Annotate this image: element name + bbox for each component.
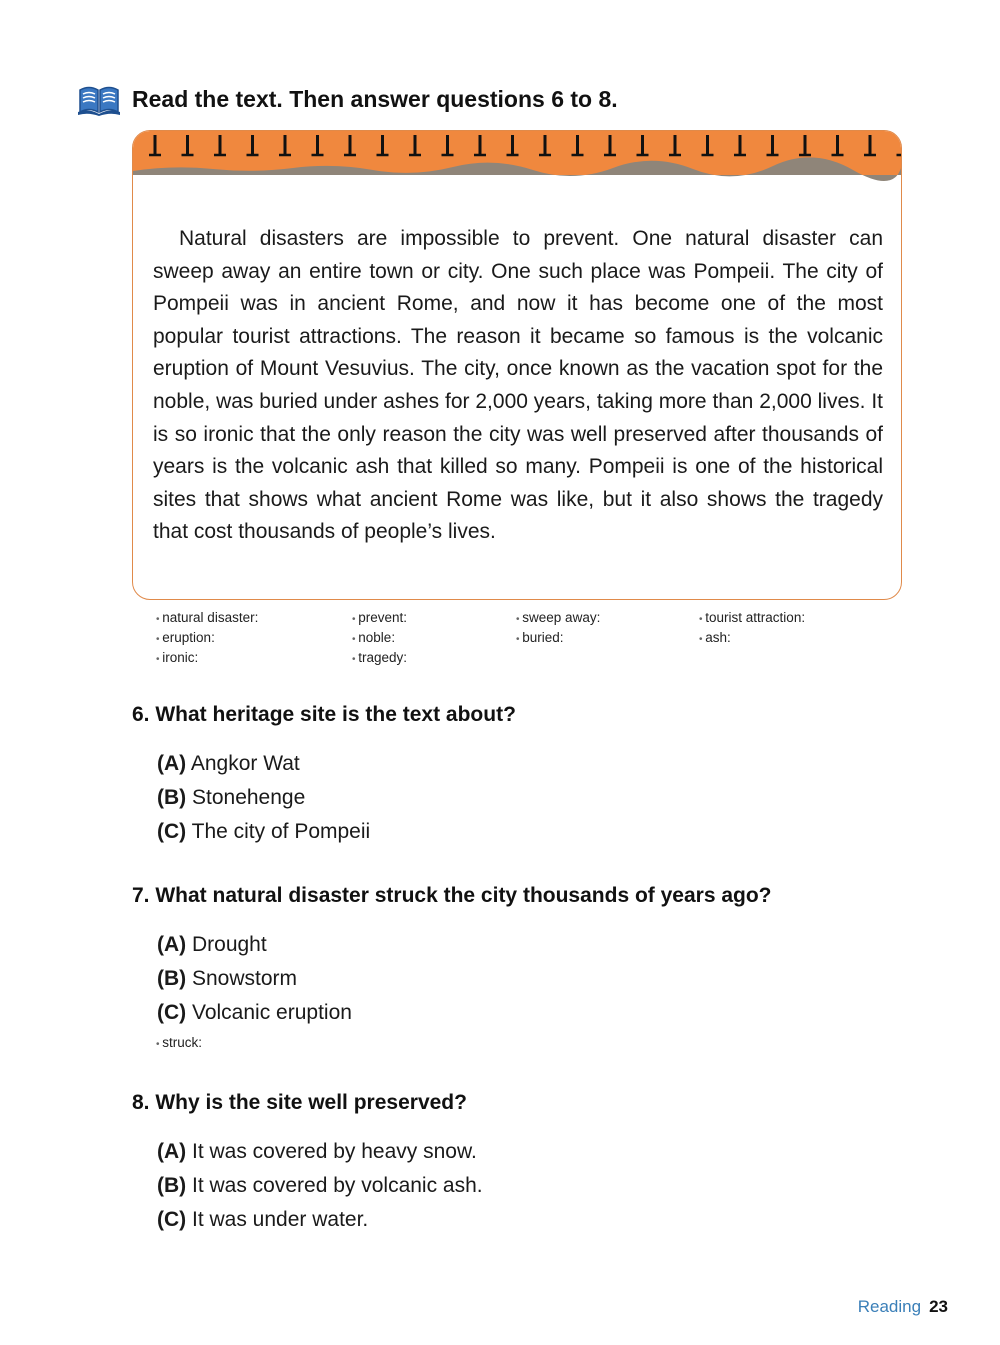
vocab-item: • noble: bbox=[352, 629, 516, 648]
vocabulary-list bbox=[156, 609, 876, 668]
vocab-item-struck: • struck: bbox=[156, 1035, 202, 1050]
vocab-item: • prevent: bbox=[352, 609, 516, 628]
option-text: It was under water. bbox=[186, 1208, 369, 1231]
option-6c[interactable] bbox=[157, 815, 370, 849]
vocab-item: • natural disaster: bbox=[156, 609, 352, 628]
question-7-options bbox=[157, 928, 352, 1030]
option-text: Volcanic eruption bbox=[186, 1001, 352, 1024]
option-letter: (A) bbox=[157, 933, 187, 956]
option-letter: (B) bbox=[157, 967, 187, 990]
vocab-item: • ash: bbox=[699, 629, 879, 648]
option-8a[interactable] bbox=[157, 1135, 483, 1169]
page-footer bbox=[858, 1297, 948, 1317]
vocab-item: • sweep away: bbox=[516, 609, 699, 628]
vocab-item: • tourist attraction: bbox=[699, 609, 879, 628]
option-letter: (C) bbox=[157, 1208, 187, 1231]
vocab-item: • tragedy: bbox=[352, 649, 516, 668]
reading-passage-box bbox=[132, 130, 902, 600]
instruction-header bbox=[78, 82, 618, 116]
option-text: Drought bbox=[186, 933, 267, 956]
option-8b[interactable] bbox=[157, 1169, 483, 1203]
option-text: The city of Pompeii bbox=[186, 820, 371, 843]
option-text: It was covered by heavy snow. bbox=[186, 1140, 477, 1163]
option-letter: (A) bbox=[157, 752, 187, 775]
question-7: 7. What natural disaster struck the city thousands of years ago? bbox=[132, 884, 772, 907]
option-letter: (A) bbox=[157, 1140, 187, 1163]
option-text: Stonehenge bbox=[186, 786, 306, 809]
option-8c[interactable] bbox=[157, 1203, 483, 1237]
instruction-text: Read the text. Then answer questions 6 to 8. bbox=[132, 85, 618, 112]
question-6: 6. What heritage site is the text about? bbox=[132, 703, 516, 726]
question-6-options bbox=[157, 747, 370, 849]
option-letter: (B) bbox=[157, 786, 187, 809]
footer-section-label: Reading bbox=[857, 1297, 922, 1316]
option-letter: (B) bbox=[157, 1174, 187, 1197]
open-book-icon bbox=[78, 82, 120, 116]
page-number: 23 bbox=[929, 1297, 948, 1316]
option-6b[interactable] bbox=[157, 781, 370, 815]
notepad-binding-rings bbox=[133, 131, 901, 191]
option-text: Snowstorm bbox=[186, 967, 298, 990]
vocab-item: • ironic: bbox=[156, 649, 352, 668]
option-6a[interactable] bbox=[157, 747, 370, 781]
question-8-options bbox=[157, 1135, 483, 1237]
option-text: It was covered by volcanic ash. bbox=[186, 1174, 483, 1197]
vocab-item: • buried: bbox=[516, 629, 699, 648]
option-7b[interactable] bbox=[157, 962, 352, 996]
option-text: Angkor Wat bbox=[186, 752, 300, 775]
question-8: 8. Why is the site well preserved? bbox=[132, 1091, 467, 1114]
option-7c[interactable] bbox=[157, 996, 352, 1030]
option-7a[interactable] bbox=[157, 928, 352, 962]
option-letter: (C) bbox=[157, 820, 187, 843]
vocab-item: • eruption: bbox=[156, 629, 352, 648]
passage-text: Natural disasters are impossible to prevent. One natural disaster can sweep away an entire town or city. One such place was Pompeii. The city of Pompeii was in ancient Rome, and now it has become one of the most popular tourist attractions. The reason it became so famous is the volcanic eruption of Mount Vesuvius. The city, once known as the vacation spot for the noble, was buried under ashes for 2,000 years, taking more than 2,000 lives. It is so ironic that the only reason the city was well preserved after thousands of years is the volcanic ash that killed so many. Pompeii is one of the historical sites that shows what ancient Rome was like, but it also shows the tragedy that cost thousands of people’s lives. bbox=[153, 227, 883, 544]
option-letter: (C) bbox=[157, 1001, 187, 1024]
